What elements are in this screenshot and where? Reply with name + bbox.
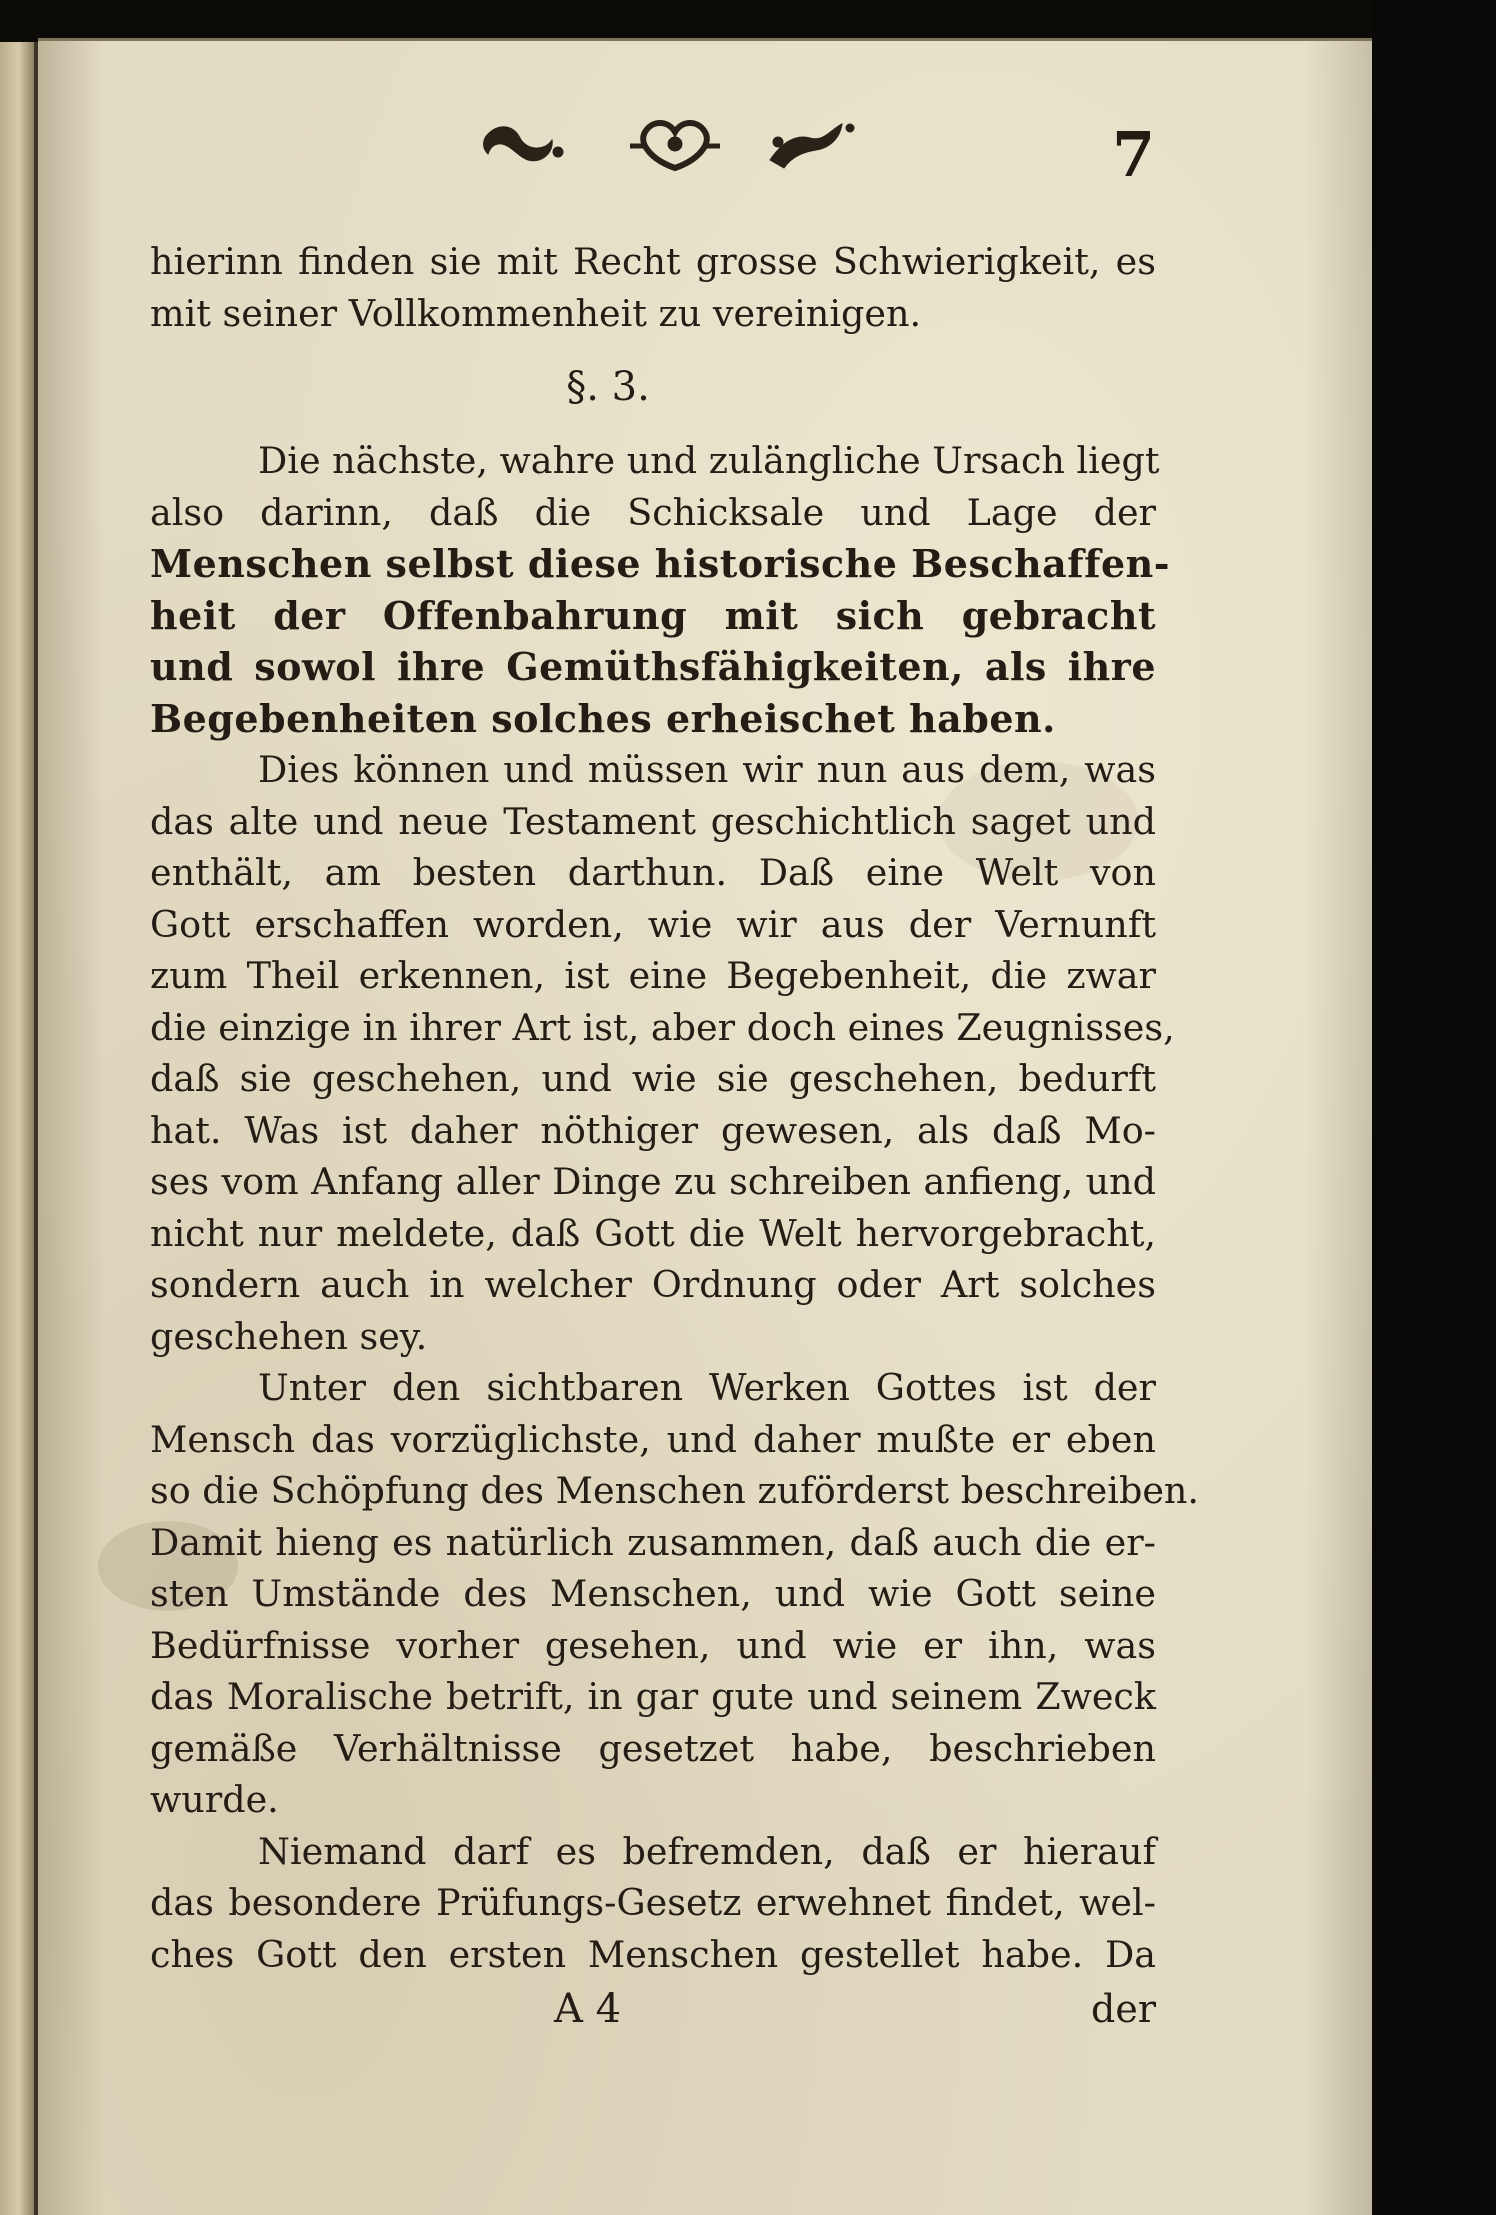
text-line: sondern auch in welcher Ordnung oder Art solches	[150, 1263, 1156, 1306]
page-text	[150, 236, 1200, 2040]
floral-ornament-icon	[470, 112, 870, 182]
facing-page-edge	[0, 42, 34, 2215]
text-line: so die Schöpfung des Menschen zuförderst beschreiben.	[150, 1469, 1200, 1512]
catchword: der	[1091, 1987, 1156, 2031]
text-line: enthält, am besten darthun. Daß eine Welt von	[150, 851, 1156, 894]
section-heading: §. 3.	[566, 364, 650, 410]
text-line: Niemand darf es befremden, daß er hierauf	[258, 1829, 1156, 1873]
text-line-bold: Begebenheiten solches erheischet haben.	[150, 695, 1056, 741]
text-line: das Moralische betrift, in gar gute und seinem Zweck	[150, 1675, 1156, 1718]
text-line: Dies können und müssen wir nun aus dem, was	[258, 748, 1156, 791]
text-line: Gott erschaffen worden, wie wir aus der Vernunft	[150, 902, 1156, 946]
text-line: die einzige in ihrer Art ist, aber doch eines Zeugnisses,	[150, 1005, 1175, 1049]
text-line: Die nächste, wahre und zulängliche Ursach liegt	[258, 439, 1160, 482]
text-line: ses vom Anfang aller Dinge zu schreiben anfieng, und	[150, 1160, 1156, 1203]
text-line: das besondere Prüfungs-Gesetz erwehnet findet, wel-	[150, 1881, 1156, 1924]
text-line-bold: Menschen selbst diese historische Beschaffen-	[150, 541, 1171, 586]
text-line: das alte und neue Testament geschichtlich saget und	[150, 799, 1156, 843]
text-line: nicht nur meldete, daß Gott die Welt hervorgebracht,	[150, 1211, 1156, 1255]
page-footer	[150, 1980, 1156, 2040]
text-line: ches Gott den ersten Menschen gestellet habe. Da	[150, 1932, 1156, 1976]
text-line: hat. Was ist daher nöthiger gewesen, als daß Mo-	[150, 1108, 1156, 1152]
text-line: gemäße Verhältnisse gesetzet habe, beschrieben	[150, 1726, 1156, 1770]
text-line: daß sie geschehen, und wie sie geschehen, bedurft	[150, 1057, 1156, 1100]
text-line: hierinn finden sie mit Recht grosse Schwierigkeit, es	[150, 240, 1156, 283]
text-line: Damit hieng es natürlich zusammen, daß auch die er-	[150, 1520, 1156, 1564]
text-line: Unter den sichtbaren Werken Gottes ist der	[258, 1366, 1156, 1409]
page-number: 7	[1112, 118, 1156, 191]
scan-background	[1372, 0, 1496, 2215]
text-line: sten Umstände des Menschen, und wie Gott seine	[150, 1572, 1156, 1615]
text-line: zum Theil erkennen, ist eine Begebenheit, die zwar	[150, 954, 1156, 997]
text-line: wurde.	[150, 1778, 279, 1821]
text-line: Mensch das vorzüglichste, und daher mußte er eben	[150, 1417, 1156, 1461]
text-line: mit seiner Vollkommenheit zu vereinigen.	[150, 291, 922, 335]
text-line-bold: heit der Offenbahrung mit sich gebracht	[150, 592, 1156, 638]
text-line: also darinn, daß die Schicksale und Lage der	[150, 490, 1156, 534]
signature-mark: A 4	[554, 1986, 622, 2032]
text-line: Bedürfnisse vorher gesehen, und wie er ihn, was	[150, 1623, 1156, 1667]
text-line: geschehen sey.	[150, 1314, 428, 1358]
text-line-bold: und sowol ihre Gemüthsfähigkeiten, als ihre	[150, 644, 1156, 689]
